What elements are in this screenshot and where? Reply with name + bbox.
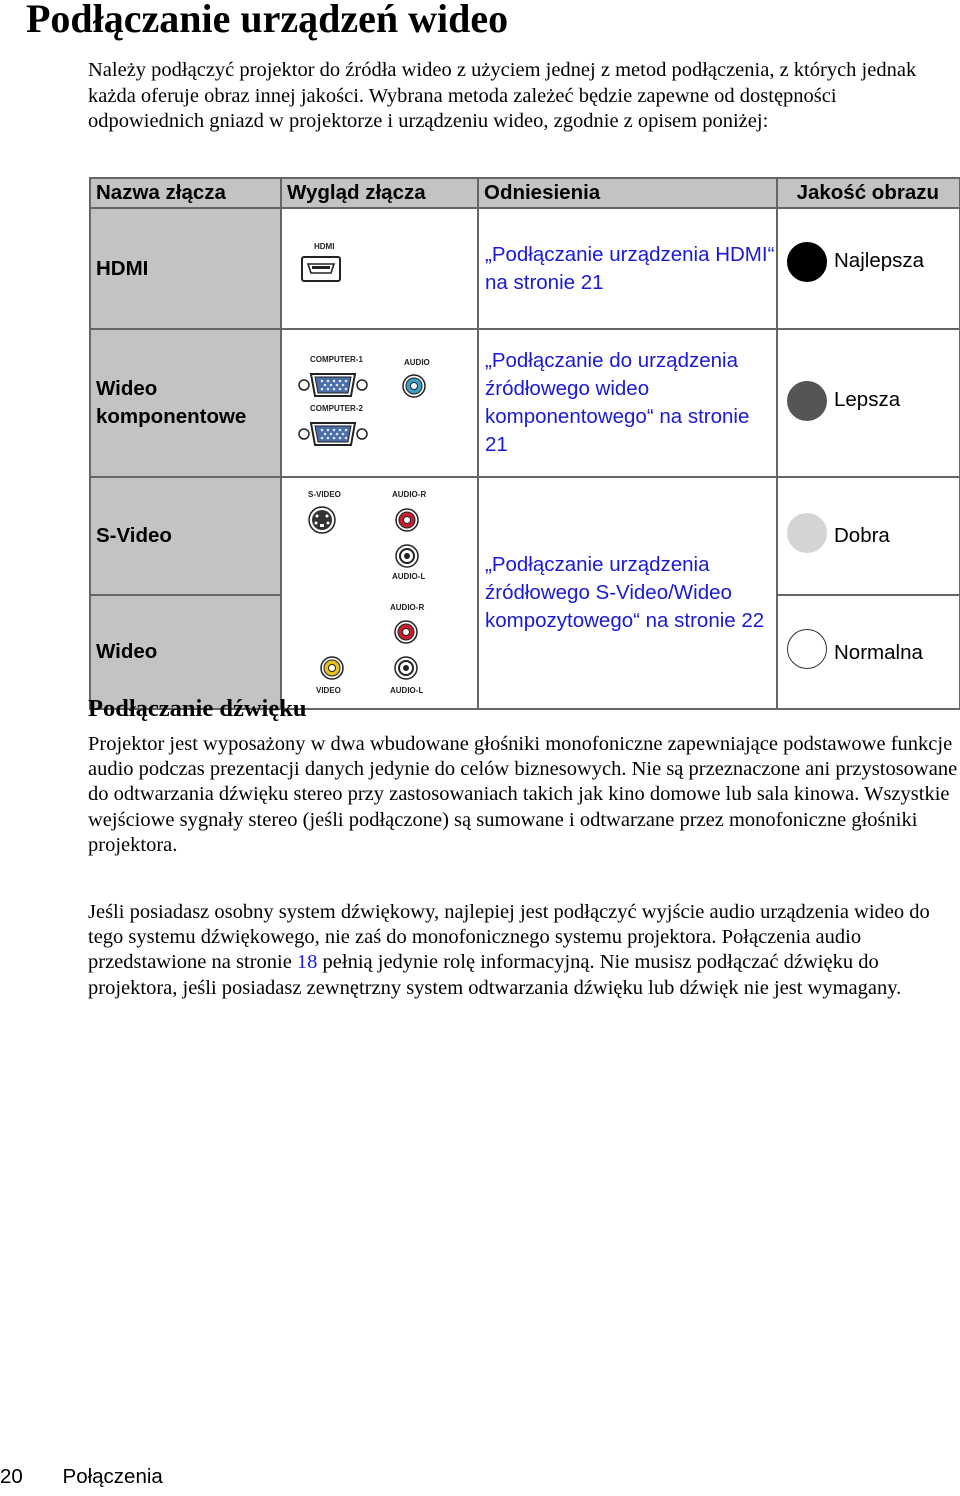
svg-text:S-VIDEO: S-VIDEO — [308, 490, 341, 499]
hdmi-port-icon — [282, 209, 477, 320]
page-link[interactable]: 18 — [296, 951, 318, 974]
footer-section-name: Połączenia — [62, 1465, 163, 1488]
vga-audio-ports-icon — [282, 330, 477, 468]
svg-text:AUDIO-R: AUDIO-R — [392, 490, 427, 499]
intro-paragraph: Należy podłączyć projektor do źródła wideo z użyciem jednej z metod podłączenia, z których jednak każda oferuje obraz innej jakości. Wybrana metoda zależeć będzie zapewne od dostępności odpowiednich gniazd w projektorze i urządzeniu wideo, zgodnie z opisem poniżej: — [88, 59, 917, 132]
connector-name: HDMI — [90, 208, 281, 329]
connector-name: S-Video — [90, 477, 281, 595]
page-title: Podłączanie urządzeń wideo — [26, 0, 509, 41]
reference-hdmi[interactable]: „Podłączanie urządzenia HDMI“ na stronie 21 — [478, 208, 777, 329]
page-footer — [0, 1464, 163, 1490]
svg-text:COMPUTER-2: COMPUTER-2 — [310, 404, 363, 413]
quality-label: Najlepsza — [834, 249, 925, 272]
connection-table — [89, 177, 960, 710]
quality-label: Dobra — [834, 524, 890, 547]
svg-text:AUDIO-L: AUDIO-L — [390, 686, 424, 695]
quality-cell — [777, 595, 960, 709]
quality-cell — [777, 477, 960, 595]
connector-name: Wideo — [90, 595, 281, 709]
connector-name: Wideo komponentowe — [90, 329, 281, 477]
connector-image-hdmi — [281, 208, 478, 329]
quality-dot-good — [787, 513, 827, 553]
audio-paragraph-1: Projektor jest wyposażony w dwa wbudowane głośniki monofoniczne zapewniające podstawowe funkcje audio podczas prezentacji danych jedynie do celów biznesowych. Nie są przeznaczone ani przystosowane do odtwarzania dźwięku stereo przy zastosowaniach takich jak kino domowe lub sala kinowa. Wszystkie wejściowe sygnały stereo (jeśli podłączone) są sumowane i odtwarzane przez monofoniczne głośniki projektora. — [88, 733, 958, 856]
audio-paragraph-2-text: Jeśli posiadasz osobny system dźwiękowy, najlepiej jest podłączyć wyjście audio urządzenia wideo do tego systemu dźwiękowego, nie zaś do monofonicznego systemu projektora. Połączenia audio przedstawione na stronie — [88, 901, 930, 974]
quality-label: Normalna — [834, 640, 923, 664]
svg-text:AUDIO: AUDIO — [404, 358, 430, 367]
svideo-composite-ports-icon — [282, 478, 477, 700]
audio-paragraph-2-text: pełnią jedynie rolę informacyjną. Nie musisz podłączać dźwięku do projektora, jeśli posiadasz zewnętrzny system odtwarzania dźwięku lub dźwięk nie jest wymagany. — [88, 951, 902, 999]
table-row — [90, 477, 960, 595]
svg-text:AUDIO-L: AUDIO-L — [392, 572, 426, 581]
quality-cell — [777, 208, 960, 329]
header-references: Odniesienia — [478, 178, 777, 208]
connector-image-svideo-composite — [281, 477, 478, 709]
audio-paragraph-2 — [88, 900, 958, 1001]
quality-dot-best — [787, 242, 827, 282]
connector-image-component — [281, 329, 478, 477]
header-image-quality: Jakość obrazu — [777, 178, 960, 208]
quality-dot-normal — [787, 629, 827, 669]
table-row — [90, 329, 960, 477]
svg-text:AUDIO-R: AUDIO-R — [390, 603, 425, 612]
table-row — [90, 208, 960, 329]
quality-label: Lepsza — [834, 388, 901, 411]
quality-dot-better — [787, 381, 827, 421]
svg-text:COMPUTER-1: COMPUTER-1 — [310, 355, 363, 364]
page-number: 20 — [0, 1465, 23, 1488]
quality-cell — [777, 329, 960, 477]
table-header-row — [90, 178, 960, 208]
reference-svideo-composite[interactable]: „Podłączanie urządzenia źródłowego S-Video/Wideo kompozytowego“ na stronie 22 — [478, 477, 777, 709]
section-heading-audio: Podłączanie dźwięku — [88, 695, 307, 722]
svg-text:VIDEO: VIDEO — [316, 686, 341, 695]
svg-text:HDMI: HDMI — [314, 242, 335, 251]
header-connector-look: Wygląd złącza — [281, 178, 478, 208]
reference-component[interactable]: „Podłączanie do urządzenia źródłowego wideo komponentowego“ na stronie 21 — [478, 329, 777, 477]
header-connector-name: Nazwa złącza — [90, 178, 281, 208]
